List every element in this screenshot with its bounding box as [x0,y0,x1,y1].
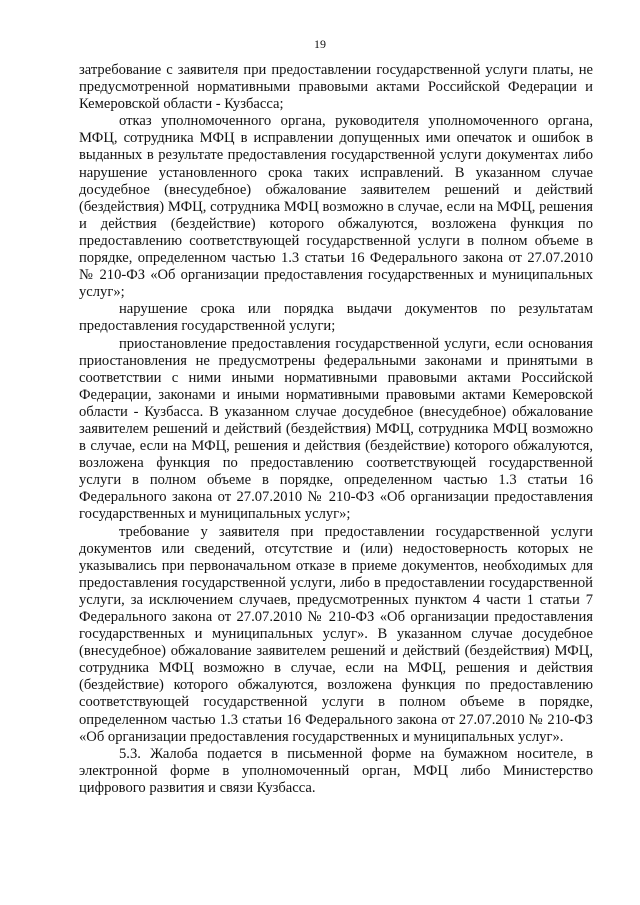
document-body [79,62,593,797]
paragraph-section-5-3: 5.3. Жалоба подается в письменной форме на бумажном носителе, в электронной форме в уполномоченный орган, МФЦ либо Министерство цифрового развития и связи Кузбасса. [79,745,593,796]
paragraph-document-requirement: требование у заявителя при предоставлении государственной услуги документов или сведений, отсутствие и (или) недостоверность которых не указывались при первоначальном отказе в приеме документов, необходимых для предоставления государственной услуги, либо в предоставлении государственной услуги, за исключением случаев, предусмотренных пунктом 4 части 1 статьи 7 Федерального закона от 27.07.2010 № 210-ФЗ «Об организации предоставления государственных и муниципальных услуг». В указанном случае досудебное (внесудебное) обжалование заявителем решений и действий (бездействия) МФЦ, сотрудника МФЦ возможно в случае, если на МФЦ, решения и действия (бездействие) которого обжалуются, возложена функция по предоставлению соответствующей государственной услуги в полном объеме в порядке, определенном частью 1.3 статьи 16 Федерального закона от 27.07.2010 № 210-ФЗ «Об организации предоставления государственных и муниципальных услуг». [79,523,593,745]
paragraph-service-suspension: приостановление предоставления государственной услуги, если основания приостановления не предусмотрены федеральными законами и принятыми в соответствии с ними иными нормативными правовыми актами Российской Федерации, законами и иными нормативными правовыми актами Кемеровской области - Кузбасса. В указанном случае досудебное (внесудебное) обжалование заявителем решений и действий (бездействия) МФЦ, сотрудника МФЦ возможно в случае, если на МФЦ, решения и действия (бездействие) которого обжалуются, возложена функция по предоставлению соответствующей государственной услуги в полном объеме в порядке, определенном частью 1.3 статьи 16 Федерального закона от 27.07.2010 № 210-ФЗ «Об организации предоставления государственных и муниципальных услуг»; [79,335,593,523]
paragraph-payment-demand: затребование с заявителя при предоставлении государственной услуги платы, не предусмотренной нормативными правовыми актами Российской Федерации и Кемеровской области - Кузбасса; [79,62,593,113]
page-number: 19 [314,37,326,51]
paragraph-correction-refusal: отказ уполномоченного органа, руководителя уполномоченного органа, МФЦ, сотрудника МФЦ в исправлении допущенных ими опечаток и ошибок в выданных в результате предоставления государственной услуги документах либо нарушение установленного срока таких исправлений. В указанном случае досудебное (внесудебное) обжалование заявителем решений и действий (бездействия) МФЦ, сотрудника МФЦ возможно в случае, если на МФЦ, решения и действия (бездействие) которого обжалуются, возложена функция по предоставлению соответствующей государственной услуги в полном объеме в порядке, определенном частью 1.3 статьи 16 Федерального закона от 27.07.2010 № 210-ФЗ «Об организации предоставления государственных и муниципальных услуг»; [79,113,593,301]
paragraph-issuance-violation: нарушение срока или порядка выдачи документов по результатам предоставления государственной услуги; [79,301,593,335]
